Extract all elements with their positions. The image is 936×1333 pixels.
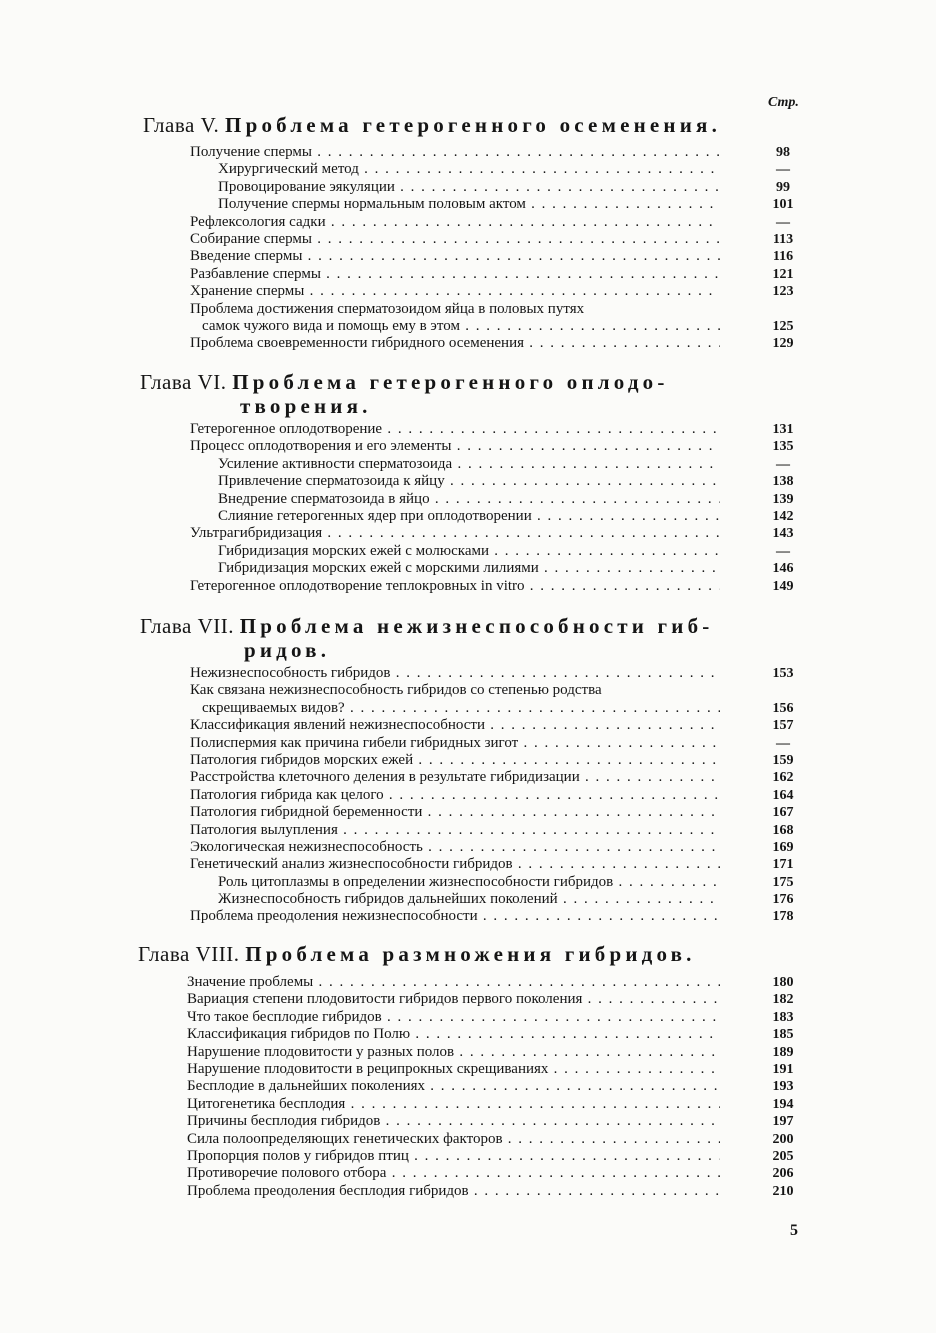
toc-entry [190, 231, 808, 248]
toc-entry-page: 142 [772, 508, 794, 524]
toc-entry-title: Проблема преодоления нежизнеспособности . . . [190, 908, 720, 925]
toc-entry [190, 179, 808, 196]
toc-entry-title: Получение спермы . . . [190, 144, 720, 161]
toc-entry-page: 210 [772, 1183, 794, 1199]
toc-entry-page: 171 [772, 857, 794, 873]
toc-entry-page: 123 [772, 284, 794, 300]
toc-entry [187, 1061, 808, 1078]
toc-entry-page: 135 [772, 439, 794, 455]
toc-entry [187, 1078, 808, 1095]
toc-entry-page: 200 [772, 1131, 794, 1147]
toc-entry [187, 1113, 808, 1130]
toc-entry-title: Генетический анализ жизнеспособности гибридов . . . [190, 856, 720, 873]
toc-entry-page: — [776, 456, 790, 472]
toc-entry-page: 156 [772, 700, 794, 716]
toc-entry-title: Патология гибридов морских ежей . . . [190, 752, 720, 769]
toc-entry [190, 717, 808, 734]
toc-entry-page: 113 [772, 231, 794, 247]
toc-entry-page: 101 [772, 197, 794, 213]
toc-entry [190, 283, 808, 300]
toc-entry [187, 974, 808, 991]
toc-entry-page: 182 [772, 992, 794, 1008]
toc-entry-title: Сила полоопределяющих генетических факторов . . . [187, 1131, 720, 1148]
toc-entry [190, 578, 808, 595]
toc-entry-title: самок чужого вида и помощь ему в этом . . . [190, 318, 720, 335]
toc-entry-title: Пропорция полов у гибридов птиц . . . [187, 1148, 720, 1165]
toc-entry [190, 508, 808, 525]
chapter-heading [140, 614, 713, 662]
toc-entry-page: 169 [772, 839, 794, 855]
toc-entry [190, 491, 808, 508]
toc-entry [187, 1148, 808, 1165]
chapter-prefix: Глава VII. [140, 614, 234, 638]
page-column-label: Стр. [768, 95, 799, 110]
chapter-title-continued: ридов. [244, 638, 331, 662]
toc-entry [190, 682, 808, 699]
toc-entry-title: Собирание спермы . . . [190, 231, 720, 248]
toc-entry-title: Как связана нежизнеспособность гибридов со степенью родства [190, 682, 602, 699]
toc-entry-page: 157 [772, 718, 794, 734]
toc-entry [187, 1026, 808, 1043]
toc-entry-title: Нарушение плодовитости у разных полов . . . [187, 1044, 720, 1061]
toc-entry-title: Классификация гибридов по Полю . . . [187, 1026, 720, 1043]
toc-entry-title: Получение спермы нормальным половым актом . . . [190, 196, 720, 213]
toc-entry-page: 193 [772, 1079, 794, 1095]
toc-section [190, 421, 808, 595]
toc-entry [190, 318, 808, 335]
toc-entry-page: 178 [772, 909, 794, 925]
toc-section [190, 665, 808, 926]
toc-entry [187, 1096, 808, 1113]
toc-entry-page: 185 [772, 1027, 794, 1043]
toc-entry-title: Хранение спермы . . . [190, 283, 720, 300]
toc-entry-title: Цитогенетика бесплодия . . . [187, 1096, 720, 1113]
toc-entry-title: Вариация степени плодовитости гибридов первого поколения . . . [187, 991, 720, 1008]
toc-entry-page: 162 [772, 770, 794, 786]
toc-entry-title: Расстройства клеточного деления в результате гибридизации . . . [190, 769, 720, 786]
toc-entry-title: Жизнеспособность гибридов дальнейших поколений . . . [190, 891, 720, 908]
toc-entry [190, 473, 808, 490]
toc-entry [190, 266, 808, 283]
toc-entry-title: Введение спермы . . . [190, 248, 720, 265]
toc-entry-page: 139 [772, 491, 794, 507]
page-number: 5 [790, 1222, 798, 1239]
chapter-title-continued: творения. [240, 394, 372, 418]
toc-entry-page: 159 [772, 752, 794, 768]
toc-entry [187, 1131, 808, 1148]
toc-entry-page: — [776, 735, 790, 751]
toc-entry-title: Бесплодие в дальнейших поколениях . . . [187, 1078, 720, 1095]
toc-entry [187, 1165, 808, 1182]
toc-entry [190, 665, 808, 682]
toc-entry-page: 153 [772, 666, 794, 681]
toc-entry-title: Классификация явлений нежизнеспособности . . . [190, 717, 720, 734]
toc-entry-title: Причины бесплодия гибридов . . . [187, 1113, 720, 1130]
toc-entry-title: Гибридизация морских ежей с молюсками . . . [190, 543, 720, 560]
toc-entry-title: Патология вылупления . . . [190, 822, 720, 839]
toc-entry-title: Проблема достижения сперматозоидом яйца в половых путях [190, 300, 585, 317]
chapter-title: Проблема гетерогенного оплодо- [232, 370, 669, 394]
toc-entry-page: — [776, 162, 790, 178]
toc-entry-title: Провоцирование эякуляции . . . [190, 179, 720, 196]
toc-section [190, 144, 808, 353]
toc-entry [190, 735, 808, 752]
toc-entry [190, 525, 808, 542]
toc-entry-page: 121 [772, 266, 794, 282]
chapter-title: Проблема нежизнеспособности гиб- [239, 614, 714, 638]
toc-entry-title: Нарушение плодовитости в реципрокных скрещиваниях . . . [187, 1061, 720, 1078]
toc-entry [190, 214, 808, 231]
toc-entry [190, 144, 808, 161]
toc-entry-title: Усиление активности сперматозоида . . . [190, 456, 720, 473]
toc-entry-title: Полиспермия как причина гибели гибридных зигот . . . [190, 735, 720, 752]
toc-entry-page: 99 [776, 179, 790, 195]
chapter-heading [143, 113, 721, 137]
toc-entry-page: 168 [772, 822, 794, 838]
toc-entry-title: Экологическая нежизнеспособность . . . [190, 839, 720, 856]
toc-entry-title: Роль цитоплазмы в определении жизнеспособности гибридов . . . [190, 874, 720, 891]
toc-entry-page: 131 [772, 422, 794, 437]
toc-entry [190, 301, 808, 318]
toc-entry [190, 248, 808, 265]
toc-entry-page: 205 [772, 1148, 794, 1164]
toc-entry [190, 856, 808, 873]
toc-entry [190, 839, 808, 856]
toc-entry-title: Привлечение сперматозоида к яйцу . . . [190, 473, 720, 490]
toc-entry [190, 891, 808, 908]
toc-entry-page: 194 [772, 1096, 794, 1112]
toc-section [187, 974, 808, 1200]
toc-entry-page: 167 [772, 805, 794, 821]
toc-entry [190, 769, 808, 786]
toc-entry-page: 176 [772, 892, 794, 908]
toc-entry [190, 543, 808, 560]
toc-entry-page: 197 [772, 1114, 794, 1130]
toc-entry-page: 125 [772, 318, 794, 334]
toc-entry-title: Патология гибридной беременности . . . [190, 804, 720, 821]
toc-entry [190, 438, 808, 455]
toc-entry-page: 98 [776, 145, 790, 160]
toc-entry-title: Противоречие полового отбора . . . [187, 1165, 720, 1182]
toc-entry-title: Разбавление спермы . . . [190, 266, 720, 283]
toc-entry-title: Проблема преодоления бесплодия гибридов . . . [187, 1183, 720, 1200]
toc-entry [190, 874, 808, 891]
toc-entry [187, 1009, 808, 1026]
toc-entry-page: 116 [772, 249, 794, 265]
toc-entry [190, 196, 808, 213]
toc-entry [190, 560, 808, 577]
chapter-prefix: Глава VI. [140, 370, 227, 394]
chapter-title: Проблема размножения гибридов. [245, 942, 696, 966]
toc-entry-page: 183 [772, 1009, 794, 1025]
toc-entry [190, 787, 808, 804]
toc-entry-page: — [776, 214, 790, 230]
chapter-prefix: Глава VIII. [138, 942, 240, 966]
toc-entry-title: Гетерогенное оплодотворение . . . [190, 421, 720, 438]
toc-entry-title: Хирургический метод . . . [190, 161, 720, 178]
toc-entry-title: Значение проблемы . . . [187, 974, 720, 991]
toc-entry-title: Нежизнеспособность гибридов . . . [190, 665, 720, 682]
toc-entry [187, 1183, 808, 1200]
chapter-heading [138, 942, 696, 966]
toc-entry-title: Проблема своевременности гибридного осеменения . . . [190, 335, 720, 352]
toc-entry [187, 991, 808, 1008]
chapter-title: Проблема гетерогенного осеменения. [225, 113, 722, 137]
toc-entry [190, 456, 808, 473]
toc-entry [190, 421, 808, 438]
toc-entry [190, 752, 808, 769]
toc-entry [190, 822, 808, 839]
toc-entry-title: скрещиваемых видов? . . . [190, 700, 720, 717]
toc-entry-page: 129 [772, 336, 794, 352]
toc-entry-page: 180 [772, 975, 794, 990]
toc-entry-page: 143 [772, 526, 794, 542]
toc-entry-title: Гибридизация морских ежей с морскими лилиями . . . [190, 560, 720, 577]
toc-entry-page: 138 [772, 474, 794, 490]
toc-entry-page: 149 [772, 578, 794, 594]
chapter-heading [140, 370, 669, 418]
toc-entry-title: Патология гибрида как целого . . . [190, 787, 720, 804]
toc-entry-page: 164 [772, 787, 794, 803]
toc-entry-page: 191 [772, 1061, 794, 1077]
toc-entry-title: Ультрагибридизация . . . [190, 525, 720, 542]
toc-entry [187, 1044, 808, 1061]
toc-entry [190, 908, 808, 925]
toc-entry-title: Слияние гетерогенных ядер при оплодотворении . . . [190, 508, 720, 525]
toc-entry-title: Внедрение сперматозоида в яйцо . . . [190, 491, 720, 508]
toc-entry-page: — [776, 543, 790, 559]
toc-entry [190, 700, 808, 717]
toc-entry [190, 804, 808, 821]
toc-entry-title: Что такое бесплодие гибридов . . . [187, 1009, 720, 1026]
toc-entry [190, 161, 808, 178]
toc-entry-page: 146 [772, 561, 794, 577]
toc-entry-page: 189 [772, 1044, 794, 1060]
toc-entry-page: 175 [772, 874, 794, 890]
chapter-prefix: Глава V. [143, 113, 220, 137]
toc-entry-title: Гетерогенное оплодотворение теплокровных in vitro . . . [190, 578, 720, 595]
toc-entry [190, 335, 808, 352]
toc-entry-title: Рефлексология садки . . . [190, 214, 720, 231]
toc-entry-page: 206 [772, 1166, 794, 1182]
toc-entry-title: Процесс оплодотворения и его элементы . . . [190, 438, 720, 455]
